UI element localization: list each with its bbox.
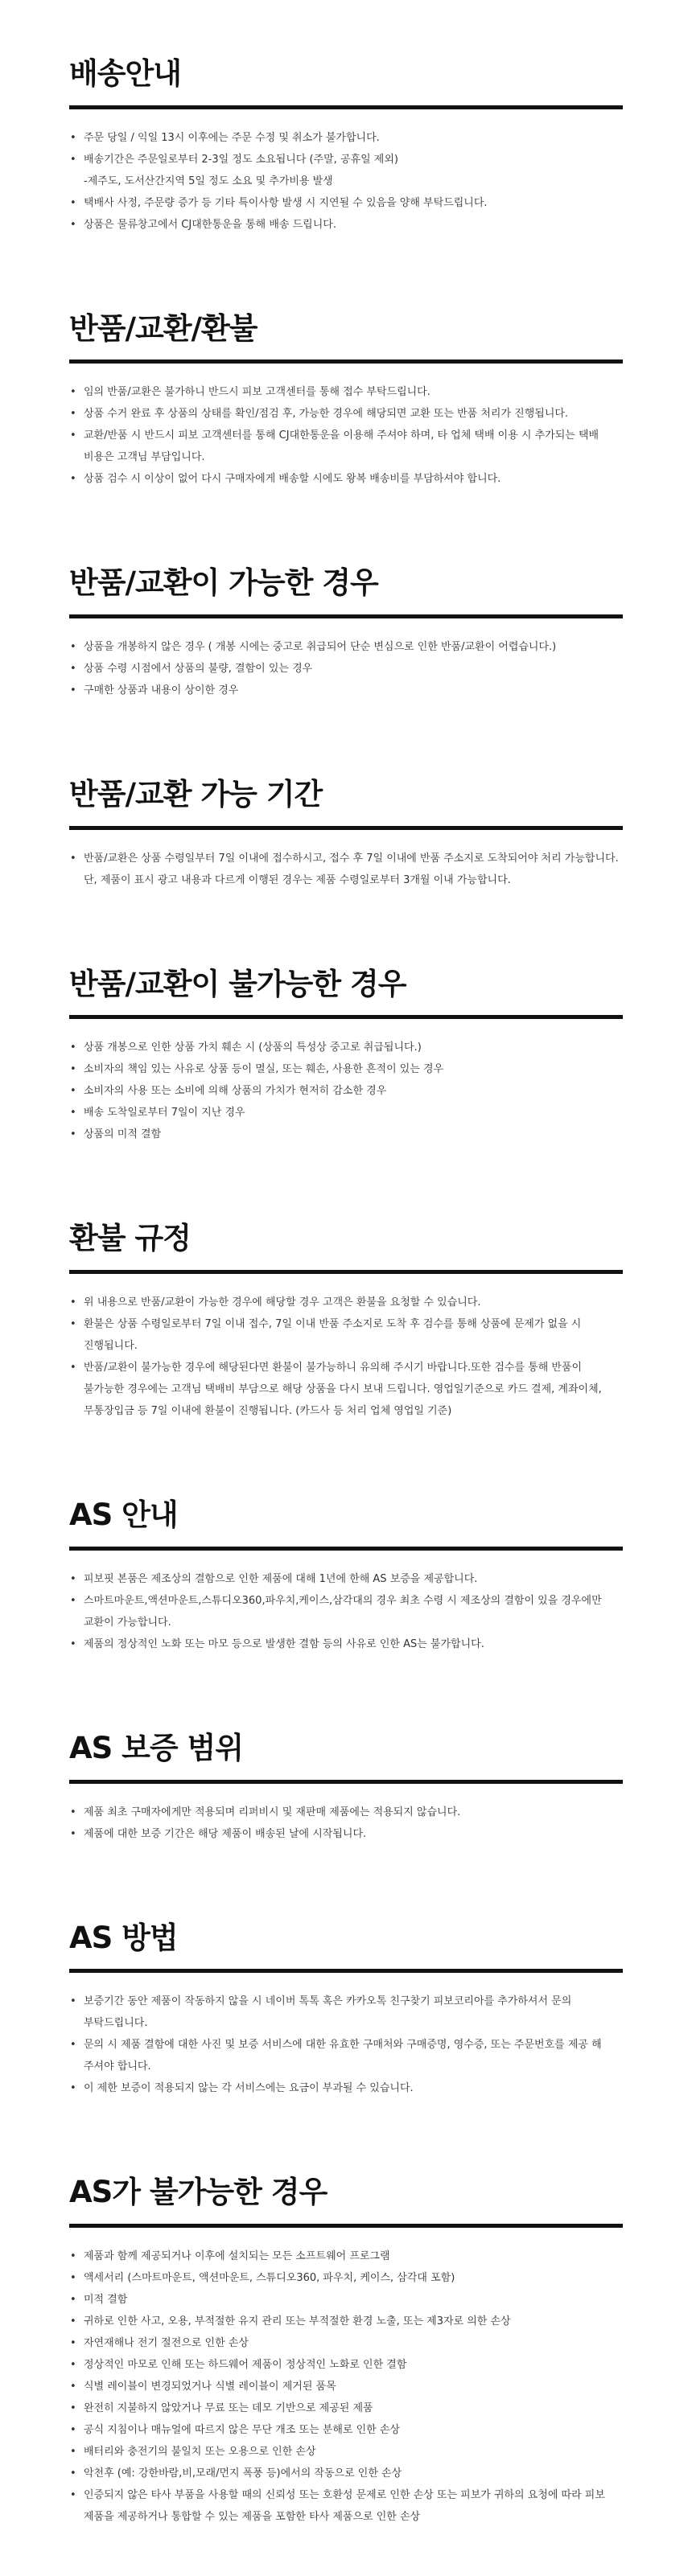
list-item: • 보증기간 동안 제품이 작동하지 않을 시 네이버 톡톡 혹은 카카오톡 친구찾기 피보코리아를 추가하셔서 문의 부탁드립니다. <box>69 1991 623 2034</box>
policy-list <box>69 2245 623 2528</box>
section-title: AS 방법 <box>69 1920 178 1955</box>
policy-list <box>69 1037 623 1145</box>
list-item: • 악천후 (예: 강한바람,비,모래/먼지 폭풍 등)에서의 작동으로 인한 손상 <box>69 2463 623 2484</box>
list-item: • 소비자의 책임 있는 사유로 상품 등이 멸실, 또는 훼손, 사용한 흔적이 있는 경우 <box>69 1058 623 1080</box>
list-item: • 위 내용으로 반품/교환이 가능한 경우에 해당할 경우 고객은 환불을 요청할 수 있습니다. <box>69 1292 623 1313</box>
policy-section <box>69 968 623 1146</box>
list-item: • 상품의 미적 결함 <box>69 1124 623 1145</box>
list-item: • 상품은 물류창고에서 CJ대한통운을 통해 배송 드립니다. <box>69 214 623 236</box>
list-item: • 제품의 정상적인 노화 또는 마모 등으로 발생한 결함 등의 사유로 인한 AS는 불가합니다. <box>69 1633 623 1655</box>
list-item: • 구매한 상품과 내용이 상이한 경우 <box>69 680 623 701</box>
list-item: • 반품/교환이 불가능한 경우에 해당된다면 환불이 불가능하니 유의해 주시기 바랍니다.또한 검수를 통해 반품이 불가능한 경우에는 고객님 택배비 부담으로 해당 상품을 다시 보내 드립니다. 영업일기준으로 카드 결제, 계좌이체, 무통장입금 등 7일 이내에 환불이 진행됩니다. (카드사 등 처리 업체 영업일 기준) <box>69 1357 623 1422</box>
policy-list <box>69 127 623 236</box>
policy-section <box>69 1222 623 1422</box>
section-title: 반품/교환 가능 기간 <box>69 777 323 812</box>
list-item: • 액세서리 (스마트마운트, 액션마운트, 스튜디오360, 파우치, 케이스, 삼각대 포함) <box>69 2267 623 2289</box>
list-item: • 스마트마운트,액션마운트,스튜디오360,파우치,케이스,삼각대의 경우 최초 수령 시 제조상의 결함이 있을 경우에만 교환이 가능합니다. <box>69 1590 623 1633</box>
section-divider <box>69 826 623 830</box>
policy-list <box>69 381 623 490</box>
section-divider <box>69 1015 623 1019</box>
list-item: • 제품과 함께 제공되거나 이후에 설치되는 모든 소프트웨어 프로그램 <box>69 2245 623 2267</box>
list-item: • 택배사 사정, 주문량 증가 등 기타 특이사항 발생 시 지연될 수 있음을 양해 부탁드립니다. <box>69 192 623 214</box>
section-title: 배송안내 <box>69 56 181 91</box>
policy-section <box>69 310 623 491</box>
list-item: • 배터리와 충전기의 불일치 또는 오용으로 인한 손상 <box>69 2441 623 2463</box>
list-item: • 임의 반품/교환은 불가하니 반드시 피보 고객센터를 통해 접수 부탁드립니다. <box>69 381 623 403</box>
list-item: • 환불은 상품 수령일로부터 7일 이내 접수, 7일 이내 반품 주소지로 도착 후 검수를 통해 상품에 문제가 없을 시 진행됩니다. <box>69 1313 623 1357</box>
list-item: • 제품 최초 구매자에게만 적용되며 리퍼비시 및 재판매 제품에는 적용되지 않습니다. <box>69 1802 623 1823</box>
list-item-note: -제주도, 도서산간지역 5일 정도 소요 및 추가비용 발생 <box>84 175 333 187</box>
policy-list <box>69 848 623 891</box>
section-divider <box>69 2224 623 2228</box>
list-item: • 배송기간은 주문일로부터 2-3일 정도 소요됩니다 (주말, 공휴일 제외) <box>69 149 623 171</box>
section-divider <box>69 359 623 364</box>
section-divider <box>69 105 623 109</box>
policy-section <box>69 1732 623 1845</box>
list-item: • 인증되지 않은 타사 부품을 사용할 때의 신뢰성 또는 호환성 문제로 인한 손상 또는 피보가 귀하의 요청에 따라 피보 제품을 제공하거나 통합할 수 있는 제품을 포함한 타사 제품으로 인한 손상 <box>69 2484 623 2528</box>
list-item: • 상품 개봉으로 인한 상품 가치 훼손 시 (상품의 특성상 중고로 취급됩니다.) <box>69 1037 623 1058</box>
list-item: • 완전히 지불하지 않았거나 무료 또는 데모 기반으로 제공된 제품 <box>69 2397 623 2419</box>
list-item: • 교환/반품 시 반드시 피보 고객센터를 통해 CJ대한통운을 이용해 주셔야 하며, 타 업체 택배 이용 시 추가되는 택배 비용은 고객님 부담입니다. <box>69 425 623 468</box>
list-item: • 상품 수거 완료 후 상품의 상태를 확인/점검 후, 가능한 경우에 해당되면 교환 또는 반품 처리가 진행됩니다. <box>69 403 623 425</box>
list-item: • 정상적인 마모로 인해 또는 하드웨어 제품이 정상적인 노화로 인한 결함 <box>69 2354 623 2376</box>
list-item: • 식별 레이블이 변경되었거나 식별 레이블이 제거된 품목 <box>69 2376 623 2397</box>
list-item: • 상품을 개봉하지 않은 경우 ( 개봉 시에는 중고로 취급되어 단순 변심으로 인한 반품/교환이 어렵습니다.) <box>69 636 623 658</box>
section-title: AS 안내 <box>69 1498 178 1533</box>
section-divider <box>69 1780 623 1784</box>
section-title: 반품/교환이 가능한 경우 <box>69 565 378 601</box>
section-divider <box>69 1270 623 1274</box>
section-divider <box>69 1547 623 1551</box>
list-item: • 반품/교환은 상품 수령일부터 7일 이내에 접수하시고, 접수 후 7일 이내에 반품 주소지로 도착되어야 처리 가능합니다. <box>69 848 623 869</box>
list-item: • 문의 시 제품 결함에 대한 사진 및 보증 서비스에 대한 유효한 구매처와 구매증명, 영수증, 또는 주문번호를 제공 해 주셔야 합니다. <box>69 2034 623 2077</box>
section-title: AS 보증 범위 <box>69 1730 244 1765</box>
policy-section <box>69 779 623 891</box>
list-item: • 자연재해나 전기 절전으로 인한 손상 <box>69 2332 623 2354</box>
list-item: • 공식 지침이나 매뉴얼에 따르지 않은 무단 개조 또는 분해로 인한 손상 <box>69 2419 623 2441</box>
policy-list <box>69 1802 623 1845</box>
section-title: AS가 불가능한 경우 <box>69 2175 327 2210</box>
policy-list <box>69 1292 623 1422</box>
section-divider <box>69 1969 623 1973</box>
list-item: • 미적 결함 <box>69 2289 623 2311</box>
section-title: 환불 규정 <box>69 1221 191 1256</box>
list-item: • 소비자의 사용 또는 소비에 의해 상품의 가치가 현저히 감소한 경우 <box>69 1080 623 1102</box>
policy-section <box>69 1499 623 1655</box>
section-title: 반품/교환/환불 <box>69 310 257 346</box>
policy-list <box>69 636 623 701</box>
policy-list <box>69 1991 623 2099</box>
list-item-note: 단, 제품이 표시 광고 내용과 다르게 이행된 경우는 제품 수령일로부터 3개월 이내 가능합니다. <box>84 873 511 886</box>
list-item: • 귀하로 인한 사고, 오용, 부적절한 유지 관리 또는 부적절한 환경 노출, 또는 제3자로 의한 손상 <box>69 2311 623 2332</box>
list-item: • 피보핏 본품은 제조상의 결함으로 인한 제품에 대해 1년에 한해 AS 보증을 제공합니다. <box>69 1568 623 1590</box>
list-item: • 배송 도착일로부터 7일이 지난 경우 <box>69 1102 623 1124</box>
list-item: • 상품 수령 시점에서 상품의 불량, 결함이 있는 경우 <box>69 658 623 680</box>
policy-list <box>69 1568 623 1655</box>
list-item: • 상품 검수 시 이상이 없어 다시 구매자에게 배송할 시에도 왕복 배송비를 부담하셔야 합니다. <box>69 468 623 490</box>
list-item: • 주문 당일 / 익일 13시 이후에는 주문 수정 및 취소가 불가합니다. <box>69 127 623 149</box>
section-title: 반품/교환이 불가능한 경우 <box>69 966 406 1001</box>
list-item: • 제품에 대한 보증 기간은 해당 제품이 배송된 날에 시작됩니다. <box>69 1823 623 1845</box>
policy-section <box>69 58 623 236</box>
policy-section <box>69 2176 623 2528</box>
policy-section <box>69 1922 623 2100</box>
list-item: • 이 제한 보증이 적용되지 않는 각 서비스에는 요금이 부과될 수 있습니다. <box>69 2077 623 2099</box>
section-divider <box>69 614 623 618</box>
policy-section <box>69 567 623 701</box>
